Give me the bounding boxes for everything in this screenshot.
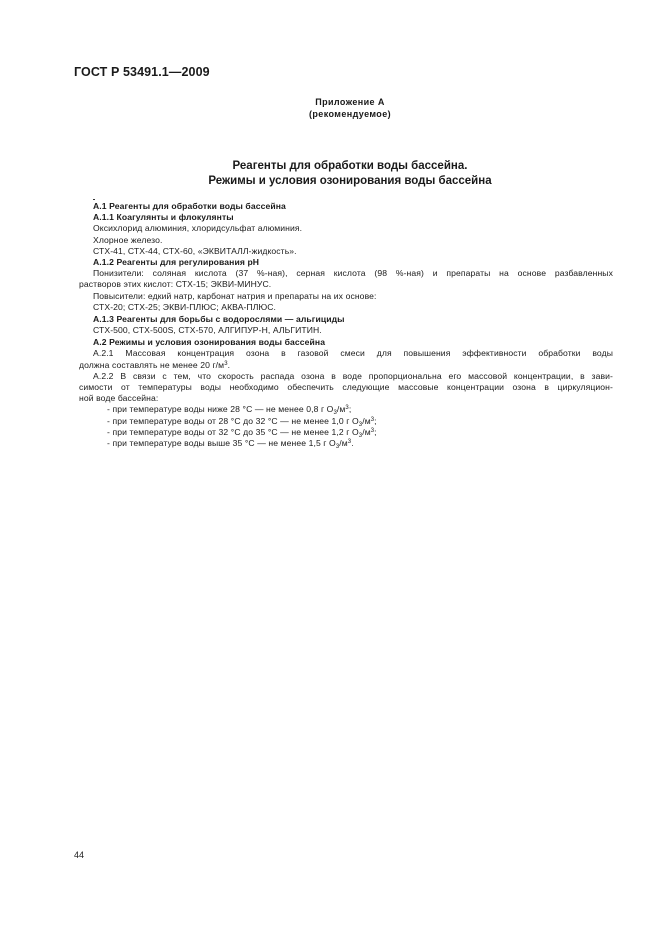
paragraph: ной воде бассейна: (79, 393, 159, 404)
annex-status: (рекомендуемое) (309, 109, 391, 119)
text: ; (348, 404, 352, 415)
text: ; (374, 415, 377, 426)
text: - при температуре воды от 32 °С до 35 °С — не менее 1,2 г О (107, 426, 359, 437)
text: должна составлять не менее 20 г/м (79, 359, 225, 370)
section-heading-a1: А.1 Реагенты для обработки воды бассейна (93, 201, 286, 211)
list-item (93, 427, 613, 438)
annex-title-line2: Режимы и условия озонирования воды бассейна (208, 175, 492, 187)
stray-mark (93, 199, 95, 200)
superscript: 3 (370, 427, 375, 434)
section-heading-a13: А.1.3 Реагенты для борьбы с водорослями — альгициды (93, 313, 345, 324)
paragraph: СТХ-20; СТХ-25; ЭКВИ-ПЛЮС; АКВА-ПЛЮС. (93, 301, 277, 312)
text: . (227, 359, 231, 370)
text: - при температуре воды выше 35 °С — не менее 1,5 г О (107, 437, 336, 448)
superscript: 3 (345, 405, 349, 412)
page-number: 44 (74, 850, 85, 860)
document-body (79, 201, 613, 450)
paragraph: СТХ-41, СТХ-44, СТХ-60, «ЭКВИТАЛЛ-жидкость». (93, 245, 297, 256)
annex-label: Приложение А (315, 97, 385, 107)
text: - при температуре воды ниже 28 °С — не менее 0,8 г О (107, 404, 334, 415)
paragraph: Повысители: едкий натр, карбонат натрия и препараты на их основе: (93, 290, 377, 301)
subscript: 3 (358, 421, 363, 428)
list-item (93, 404, 613, 415)
paragraph (79, 360, 613, 371)
text: /м (362, 426, 371, 437)
subscript: 3 (358, 432, 363, 439)
superscript: 3 (347, 438, 352, 445)
text: . (351, 437, 354, 448)
paragraph: растворов этих кислот: СТХ-15; ЭКВИ-МИНУС. (79, 279, 272, 290)
text: /м (339, 437, 348, 448)
text: ; (374, 426, 377, 437)
section-heading-a11: А.1.1 Коагулянты и флокулянты (93, 212, 234, 223)
paragraph: А.2.1 Массовая концентрация озона в газовой смеси для повышения эффективности обработки воды (93, 348, 613, 359)
annex-title-line1: Реагенты для обработки воды бассейна. (232, 160, 468, 172)
subscript: 3 (335, 443, 340, 450)
text: /м (336, 404, 346, 415)
list-item (93, 438, 613, 449)
paragraph: Понизители: соляная кислота (37 %-ная), серная кислота (98 %-ная) и препараты на основе разбавленных (93, 268, 613, 279)
paragraph: А.2.2 В связи с тем, что скорость распада озона в воде пропорциональна его массовой концентрации, в зави- (93, 370, 613, 381)
document-header-standard: ГОСТ Р 53491.1—2009 (74, 65, 210, 79)
superscript: 3 (224, 360, 228, 367)
paragraph: Оксихлорид алюминия, хлоридсульфат алюминия. (93, 223, 303, 234)
list-item (93, 416, 613, 427)
section-heading-a2: А.2 Режимы и условия озонирования воды бассейна (93, 337, 326, 348)
section-heading-a12: А.1.2 Реагенты для регулирования pH (93, 256, 260, 267)
superscript: 3 (370, 416, 375, 423)
text: /м (362, 415, 371, 426)
paragraph: симости от температуры воды необходимо обеспечить следующие массовые концентрации озона в циркуляцион- (79, 382, 613, 392)
text: - при температуре воды от 28 °С до 32 °С — не менее 1,0 г О (107, 415, 359, 426)
subscript: 3 (333, 410, 337, 417)
paragraph: СТХ-500, СТХ-500S, СТХ-570, АЛГИПУР-Н, АЛЬГИТИН. (93, 325, 322, 336)
paragraph: Хлорное железо. (93, 234, 163, 245)
